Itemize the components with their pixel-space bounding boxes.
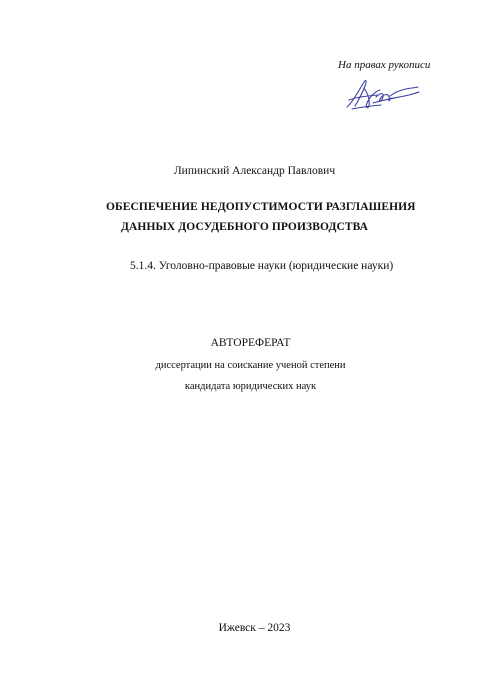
place-and-year: Ижевск – 2023 [218, 622, 291, 634]
document-type-heading: АВТОРЕФЕРАТ [210, 337, 291, 349]
manuscript-note: На правах рукописи [338, 59, 431, 71]
dissertation-title-line-1: ОБЕСПЕЧЕНИЕ НЕДОПУСТИМОСТИ РАЗГЛАШЕНИЯ [106, 201, 416, 213]
handwritten-signature [343, 76, 421, 112]
degree-purpose-line-2: кандидата юридических наук [184, 381, 317, 392]
dissertation-title-line-2: ДАННЫХ ДОСУДЕБНОГО ПРОИЗВОДСТВА [121, 221, 369, 233]
specialty-code: 5.1.4. Уголовно-правовые науки (юридические науки) [130, 260, 394, 272]
author-name: Липинский Александр Павлович [173, 165, 336, 177]
degree-purpose-line-1: диссертации на соискание ученой степени [155, 360, 346, 371]
